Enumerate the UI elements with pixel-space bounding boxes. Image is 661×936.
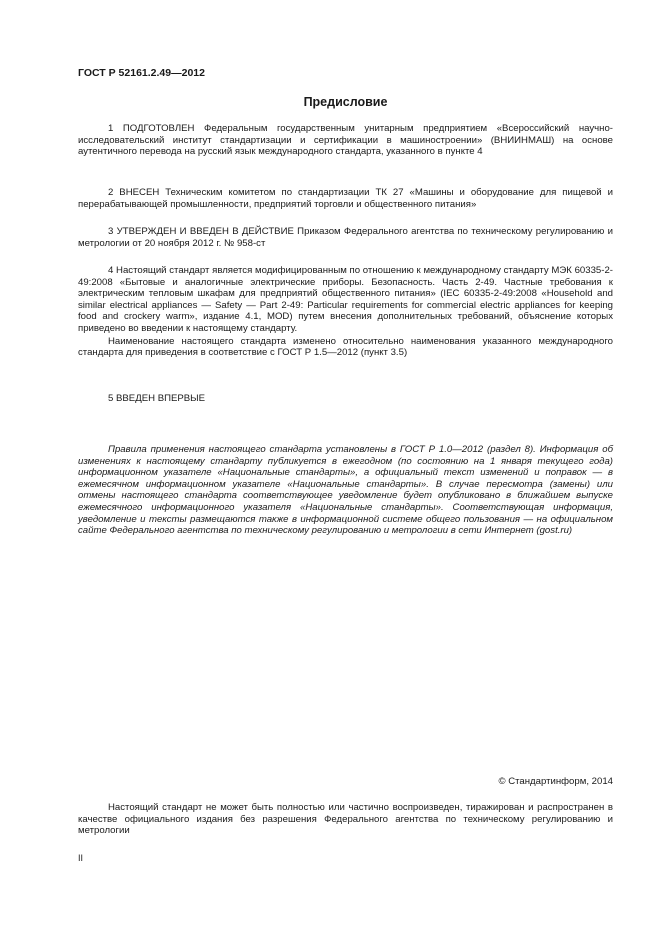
- legal-text: Настоящий стандарт не может быть полностью или частично воспроизведен, тиражирован и распространен в качестве официального издания без разрешения Федерального агентства по техническому регулированию и метрологии: [78, 802, 613, 837]
- foreword-item-5: [78, 393, 613, 405]
- notice-text: Правила применения настоящего стандарта установлены в ГОСТ Р 1.0—2012 (раздел 8). Информация об изменениях к настоящему стандарту публикуется в ежегодном (по состоянию на 1 января текущего года) информационном указателе «Национальные стандарты», а официальный текст изменений и поправок — в ежемесячном информационном указателе «Национальные стандарты». В случае пересмотра (замены) или отмены настоящего стандарта соответствующее уведомление будет опубликовано в ближайшем выпуске ежемесячного информационного указателя «Национальные стандарты». Соответствующая информация, уведомление и тексты размещаются также в информационной системе общего пользования — на официальном сайте Федерального агентства по техническому регулированию и метрологии в сети Интернет (gost.ru): [78, 444, 613, 537]
- foreword-item-text: 3 УТВЕРЖДЕН И ВВЕДЕН В ДЕЙСТВИЕ Приказом Федерального агентства по техническому регулированию и метрологии от 20 ноября 2012 г. № 958-ст: [78, 226, 613, 249]
- application-notice: [78, 444, 613, 537]
- page-title: Предисловие: [303, 95, 388, 109]
- foreword-item-2: [78, 187, 613, 210]
- foreword-item-text: 4 Настоящий стандарт является модифицированным по отношению к международному стандарту МЭК 60335-2-49:2008 «Бытовые и аналогичные электрические приборы. Безопасность. Часть 2-49. Частные требования к электрическим тепловым шкафам для предприятий общественного питания» (IEC 60335-2-49:2008 «Household and similar electrical appliances — Safety — Part 2-49: Particular requirements for commercial electric appliances for keeping food and crockery warm», издание 4.1, MOD) путем внесения дополнительных требований, объяснение которых приведено во введении к настоящему стандарту.: [78, 265, 613, 334]
- foreword-item-1: [78, 123, 613, 158]
- foreword-item-text: 2 ВНЕСЕН Техническим комитетом по стандартизации ТК 27 «Машины и оборудование для пищевой и перерабатывающей промышленности, предприятий торговли и общественного питания»: [78, 187, 613, 210]
- foreword-item-3: [78, 226, 613, 249]
- legal-notice: [78, 802, 613, 837]
- foreword-item-4: [78, 265, 613, 359]
- foreword-item-text: 5 ВВЕДЕН ВПЕРВЫЕ: [108, 393, 206, 404]
- copyright-line: © Стандартинформ, 2014: [498, 776, 613, 787]
- page-number: II: [78, 853, 84, 863]
- foreword-item-text: 1 ПОДГОТОВЛЕН Федеральным государственным унитарным предприятием «Всероссийский научно-исследовательский институт стандартизации и сертификации в машиностроении» (ВНИИНМАШ) на основе аутентичного перевода на русский язык международного стандарта, указанного в пункте 4: [78, 123, 613, 158]
- document-header: ГОСТ Р 52161.2.49—2012: [78, 67, 205, 79]
- foreword-item-continuation: Наименование настоящего стандарта изменено относительно наименования указанного международного стандарта для приведения в соответствие с ГОСТ Р 1.5—2012 (пункт 3.5): [78, 335, 613, 359]
